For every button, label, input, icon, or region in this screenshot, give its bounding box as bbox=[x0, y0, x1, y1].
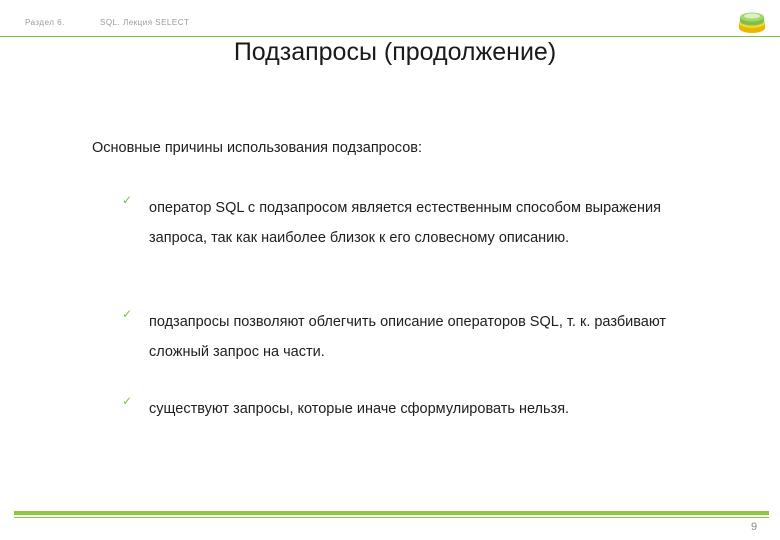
database-stack-icon bbox=[737, 10, 767, 34]
bullet-text: подзапросы позволяют облегчить описание операторов SQL, т. к. разбивают сложный запрос на части. bbox=[149, 314, 667, 360]
bullet-item bbox=[122, 307, 682, 367]
checkmark-icon: ✓ bbox=[122, 307, 133, 321]
checkmark-icon: ✓ bbox=[122, 193, 133, 207]
bullet-text: существуют запросы, которые иначе сформулировать нельзя. bbox=[149, 401, 570, 417]
page-number: 9 bbox=[751, 521, 758, 533]
bullet-text: оператор SQL с подзапросом является естественным способом выражения запроса, так как наиболее близок к его словесному описанию. bbox=[149, 200, 661, 246]
bullet-item bbox=[122, 193, 682, 253]
header-section: Раздел 6. bbox=[25, 18, 65, 27]
title-separator bbox=[0, 36, 780, 37]
slide-title: Подзапросы (продолжение) bbox=[233, 38, 557, 66]
header-topic: SQL. Лекция SELECT bbox=[100, 18, 190, 27]
checkmark-icon: ✓ bbox=[122, 394, 133, 408]
intro-text: Основные причины использования подзапросов: bbox=[92, 140, 423, 156]
footer-thin-line bbox=[14, 517, 769, 518]
bullet-item bbox=[122, 394, 682, 424]
footer-bar bbox=[14, 511, 769, 515]
